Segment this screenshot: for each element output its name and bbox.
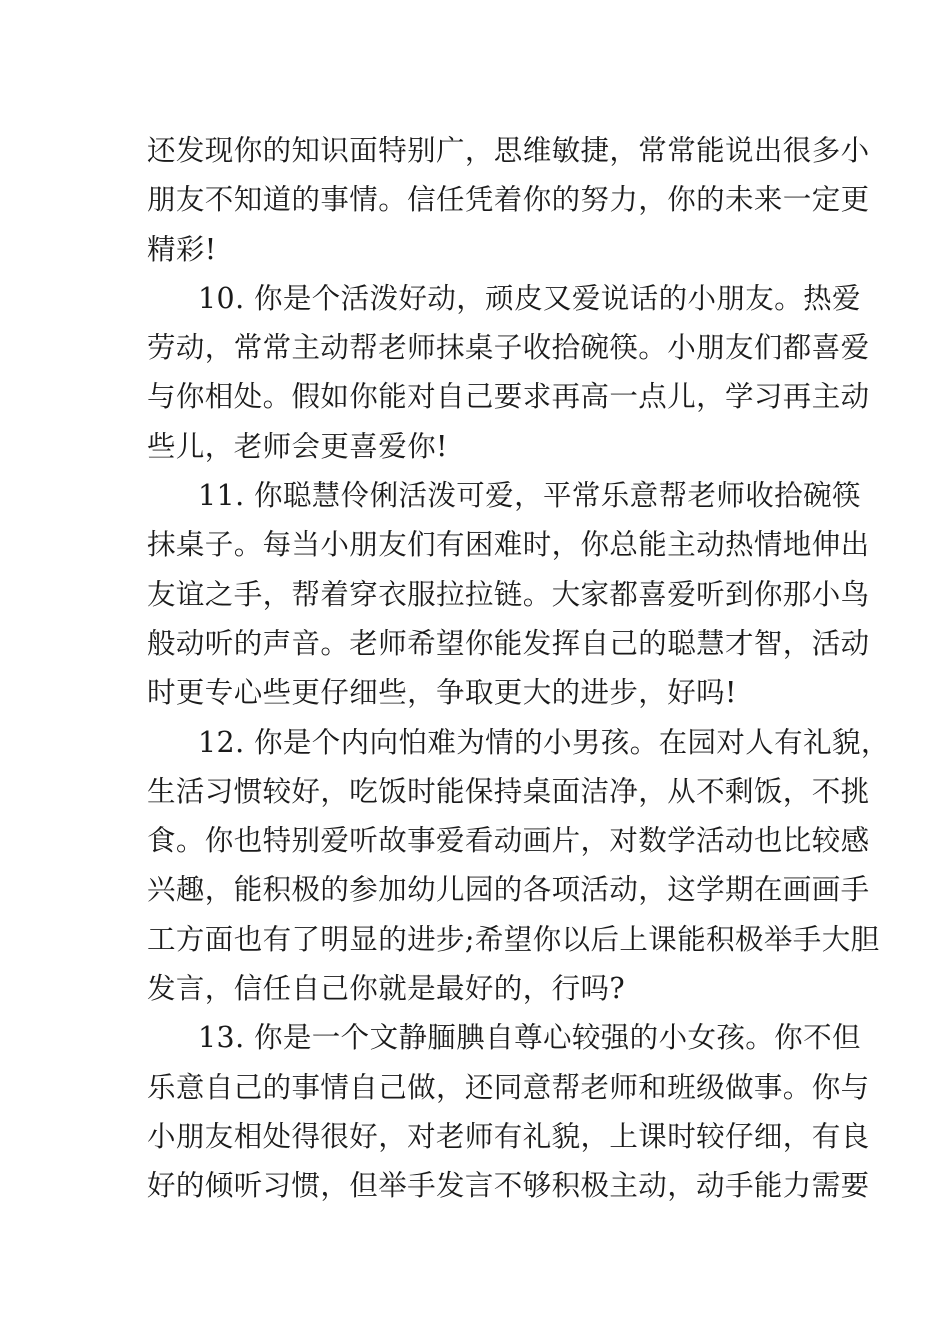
text-line: 生活习惯较好，吃饭时能保持桌面洁净，从不剩饭，不挑 [147, 774, 870, 808]
text-line: 时更专心些更仔细些，争取更大的进步，好吗! [147, 676, 737, 710]
paragraph-10-start: 10. 你是个活泼好动，顽皮又爱说话的小朋友。热爱 [198, 281, 861, 315]
paragraph-12-start: 12. 你是个内向怕难为情的小男孩。在园对人有礼貌， [198, 725, 890, 759]
text-line: 小朋友相处得很好，对老师有礼貌，上课时较仔细，有良 [147, 1119, 870, 1153]
paragraph-13-start: 13. 你是一个文静腼腆自尊心较强的小女孩。你不但 [198, 1021, 861, 1055]
document-body [147, 126, 890, 1211]
text-line: 乐意自己的事情自己做，还同意帮老师和班级做事。你与 [147, 1070, 870, 1104]
text-line: 友谊之手，帮着穿衣服拉拉链。大家都喜爱听到你那小鸟 [147, 577, 870, 611]
text-line: 还发现你的知识面特别广，思维敏捷，常常能说出很多小 [147, 134, 870, 167]
text-line: 般动听的声音。老师希望你能发挥自己的聪慧才智，活动 [147, 626, 870, 660]
text-line: 朋友不知道的事情。信任凭着你的努力，你的未来一定更 [147, 183, 870, 217]
text-line: 工方面也有了明显的进步;希望你以后上课能积极举手大胆 [147, 922, 880, 956]
text-line: 好的倾听习惯，但举手发言不够积极主动，动手能力需要 [147, 1169, 870, 1203]
text-line: 些儿，老师会更喜爱你! [147, 429, 448, 463]
text-line: 发言，信任自己你就是最好的，行吗? [147, 972, 626, 1006]
text-line: 劳动，常常主动帮老师抹桌子收拾碗筷。小朋友们都喜爱 [147, 331, 870, 365]
paragraph-11-start: 11. 你聪慧伶俐活泼可爱，平常乐意帮老师收拾碗筷 [198, 479, 861, 513]
text-line: 精彩! [147, 232, 217, 266]
text-line: 兴趣，能积极的参加幼儿园的各项活动，这学期在画画手 [147, 873, 870, 907]
text-line: 与你相处。假如你能对自己要求再高一点儿，学习再主动 [147, 380, 870, 414]
text-line: 抹桌子。每当小朋友们有困难时，你总能主动热情地伸出 [147, 528, 870, 562]
text-line: 食。你也特别爱听故事爱看动画片，对数学活动也比较感 [147, 824, 870, 858]
